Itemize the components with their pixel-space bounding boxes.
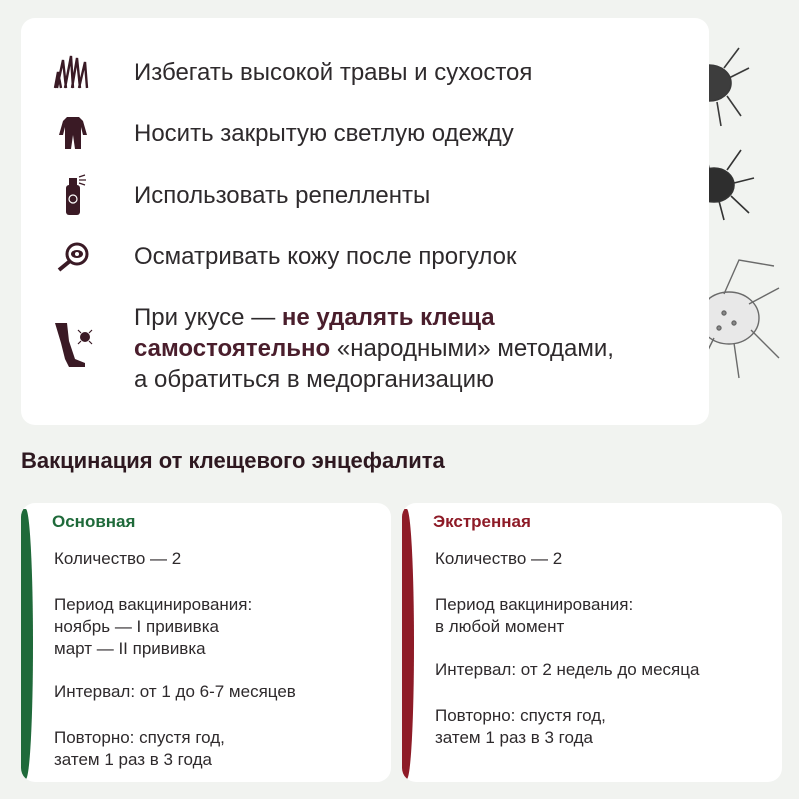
card-title: Экстренная: [433, 512, 531, 531]
card-line: Количество — 2: [54, 549, 182, 568]
card-line: ноябрь — I прививка: [54, 617, 219, 636]
card-line: затем 1 раз в 3 года: [435, 728, 593, 747]
leg-bite-icon: [51, 322, 95, 366]
prevention-tips-card: [21, 18, 709, 425]
card-line: Интервал: от 1 до 6-7 месяцев: [54, 682, 296, 701]
accent-bar: [21, 509, 33, 779]
coverall-icon: [51, 111, 95, 155]
card-line: Период вакцинирования:: [435, 595, 634, 614]
card-line: в любой момент: [435, 617, 565, 636]
tip-text: Использовать репелленты: [134, 182, 431, 209]
tip-text-part: «народными» методами,: [330, 335, 614, 362]
card-line: Период вакцинирования:: [54, 595, 253, 614]
tip-item: [21, 50, 661, 94]
accent-bar: [402, 509, 414, 779]
spray-can-icon: [51, 173, 95, 217]
tip-text-part: При укусе —: [134, 304, 282, 331]
tip-text: Осматривать кожу после прогулок: [134, 243, 517, 270]
tip-item: [21, 111, 661, 155]
grass-icon: [51, 50, 95, 94]
tip-text: [134, 302, 614, 395]
card-line: затем 1 раз в 3 года: [54, 750, 212, 769]
vaccination-card-basic: [21, 503, 391, 782]
section-title: Вакцинация от клещевого энцефалита: [21, 448, 445, 473]
tip-text-bold: не удалять клеща: [281, 304, 495, 331]
vaccination-card-emergency: [402, 503, 782, 782]
tip-text-part: а обратиться в медорганизацию: [134, 366, 495, 393]
tip-text-bold: самостоятельно: [134, 335, 331, 362]
card-line: Повторно: спустя год,: [435, 706, 606, 725]
card-line: март — II прививка: [54, 639, 206, 658]
tip-item: [21, 173, 661, 217]
tip-text: Носить закрытую светлую одежду: [134, 120, 514, 147]
card-line: Количество — 2: [435, 549, 563, 568]
magnifier-eye-icon: [51, 234, 95, 278]
card-line: Повторно: спустя год,: [54, 728, 225, 747]
tip-text: Избегать высокой травы и сухостоя: [134, 59, 533, 86]
card-title: Основная: [52, 512, 136, 531]
tip-item: [21, 298, 661, 398]
card-line: Интервал: от 2 недель до месяца: [435, 660, 700, 679]
tip-item: [21, 234, 661, 278]
